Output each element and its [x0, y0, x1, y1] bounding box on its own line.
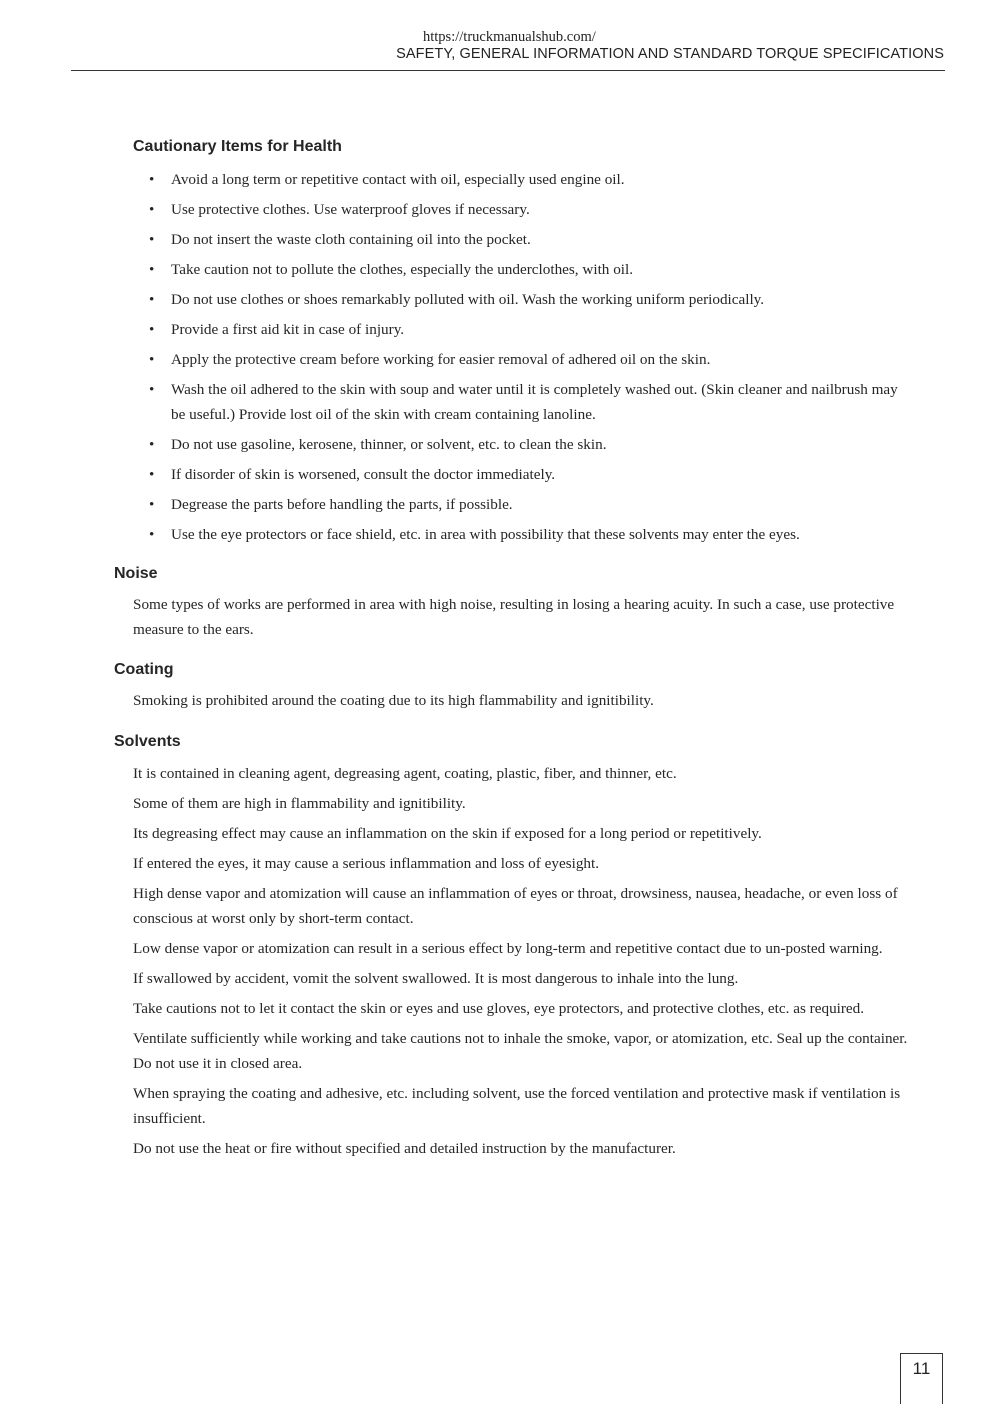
solvents-paragraph: If entered the eyes, it may cause a serious inflammation and loss of eyesight.	[133, 855, 600, 872]
bullet-icon: •	[149, 261, 155, 278]
bullet-icon: •	[149, 496, 155, 513]
list-item	[149, 167, 909, 192]
list-item	[149, 197, 909, 222]
bullet-icon: •	[149, 436, 155, 453]
page-number-box	[900, 1353, 943, 1404]
list-item-text: Wash the oil adhered to the skin with soup and water until it is completely washed out. (Skin cleaner and nailbrush may be useful.) Provide lost oil of the skin with cream containing lanoline.	[171, 381, 898, 423]
bullet-icon: •	[149, 381, 155, 398]
coating-heading: Coating	[114, 661, 174, 678]
list-item-text: Use protective clothes. Use waterproof gloves if necessary.	[171, 201, 530, 218]
list-item-text: Do not use gasoline, kerosene, thinner, or solvent, etc. to clean the skin.	[171, 436, 607, 453]
list-item-text: Do not use clothes or shoes remarkably polluted with oil. Wash the working uniform periodically.	[171, 291, 765, 308]
list-item-text: Do not insert the waste cloth containing oil into the pocket.	[171, 231, 531, 248]
solvents-paragraph: Its degreasing effect may cause an inflammation on the skin if exposed for a long period or repetitively.	[133, 825, 762, 842]
solvents-paragraph: If swallowed by accident, vomit the solvent swallowed. It is most dangerous to inhale into the lung.	[133, 970, 739, 987]
solvents-paragraph: Low dense vapor or atomization can result in a serious effect by long-term and repetitive contact due to un-posted warning.	[133, 940, 883, 957]
list-item	[149, 287, 909, 312]
list-item-text: Degrease the parts before handling the parts, if possible.	[171, 496, 513, 513]
bullet-icon: •	[149, 291, 155, 308]
noise-heading: Noise	[114, 565, 158, 582]
solvents-paragraph: Ventilate sufficiently while working and take cautions not to inhale the smoke, vapor, or atomization, etc. Seal up the container. Do not use it in closed area.	[133, 1030, 908, 1072]
list-item-text: Apply the protective cream before working for easier removal of adhered oil on the skin.	[171, 351, 711, 368]
list-item-text: Avoid a long term or repetitive contact with oil, especially used engine oil.	[171, 171, 625, 188]
bullet-icon: •	[149, 351, 155, 368]
list-item	[149, 257, 909, 282]
list-item	[149, 492, 909, 517]
list-item	[149, 377, 909, 427]
list-item	[149, 347, 909, 372]
health-heading: Cautionary Items for Health	[133, 138, 342, 155]
list-item	[149, 522, 909, 547]
solvents-paragraph: Some of them are high in flammability and ignitibility.	[133, 795, 466, 812]
header-divider	[71, 70, 945, 71]
bullet-icon: •	[149, 171, 155, 188]
health-list	[149, 167, 909, 552]
list-item-text: Take caution not to pollute the clothes, especially the underclothes, with oil.	[171, 261, 634, 278]
list-item	[149, 432, 909, 457]
header-url: https://truckmanualshub.com/	[423, 29, 596, 45]
solvents-heading: Solvents	[114, 733, 181, 750]
noise-text: Some types of works are performed in area with high noise, resulting in losing a hearing acuity. In such a case, use protective measure to the ears.	[133, 596, 895, 638]
solvents-paragraph: Take cautions not to let it contact the skin or eyes and use gloves, eye protectors, and protective clothes, etc. as required.	[133, 1000, 865, 1017]
list-item-text: Provide a first aid kit in case of injury.	[171, 321, 405, 338]
list-item-text: If disorder of skin is worsened, consult the doctor immediately.	[171, 466, 556, 483]
bullet-icon: •	[149, 526, 155, 543]
solvents-paragraph: High dense vapor and atomization will cause an inflammation of eyes or throat, drowsiness, nausea, headache, or even loss of conscious at worst only by short-term contact.	[133, 885, 898, 927]
bullet-icon: •	[149, 231, 155, 248]
bullet-icon: •	[149, 201, 155, 218]
solvents-paragraph: It is contained in cleaning agent, degreasing agent, coating, plastic, fiber, and thinner, etc.	[133, 765, 677, 782]
solvents-body	[133, 761, 913, 1166]
solvents-paragraph: Do not use the heat or fire without specified and detailed instruction by the manufacturer.	[133, 1140, 676, 1157]
solvents-paragraph: When spraying the coating and adhesive, etc. including solvent, use the forced ventilation and protective mask if ventilation is insufficient.	[133, 1085, 901, 1127]
header-title: SAFETY, GENERAL INFORMATION AND STANDARD TORQUE SPECIFICATIONS	[396, 46, 944, 62]
list-item	[149, 227, 909, 252]
list-item-text: Use the eye protectors or face shield, etc. in area with possibility that these solvents may enter the eyes.	[171, 526, 800, 543]
bullet-icon: •	[149, 466, 155, 483]
bullet-icon: •	[149, 321, 155, 338]
list-item	[149, 317, 909, 342]
list-item	[149, 462, 909, 487]
coating-text: Smoking is prohibited around the coating due to its high flammability and ignitibility.	[133, 692, 654, 709]
page-number: 11	[912, 1359, 931, 1378]
